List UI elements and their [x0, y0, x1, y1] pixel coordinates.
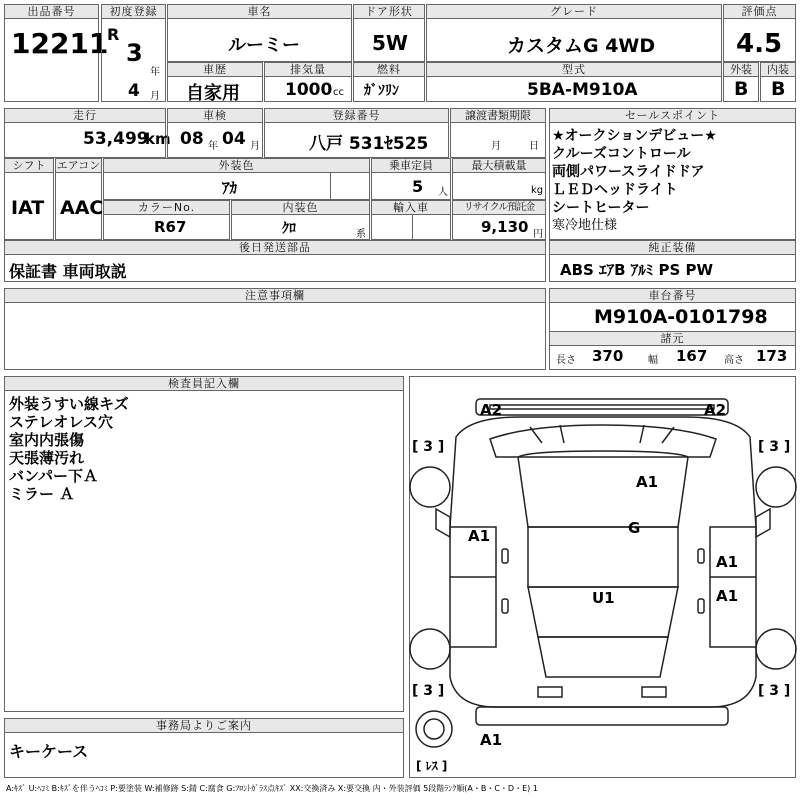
- lot-header: 出品番号: [5, 5, 98, 19]
- shift-header: シフト: [5, 159, 53, 173]
- tire-rear-right: [ 3 ]: [758, 683, 791, 699]
- office-header: 事務局よりご案内: [5, 719, 403, 733]
- ext-grade: B: [734, 78, 749, 100]
- tire-rear-left: [ 3 ]: [412, 683, 445, 699]
- tire-front-right: [ 3 ]: [758, 439, 791, 455]
- color-no-box: [103, 200, 230, 240]
- equipment: ABS ｴｱB ｱﾙﾐ PS PW: [560, 261, 714, 279]
- ext-color-box: [103, 158, 370, 200]
- later-parts: 保証書 車両取説: [9, 262, 127, 281]
- year-unit: 年: [150, 67, 160, 78]
- color-no: R67: [154, 218, 187, 236]
- person-unit: 人: [438, 187, 448, 198]
- sales-point-list: [552, 127, 717, 235]
- reg-no-header: 登録番号: [265, 109, 448, 123]
- displacement: 1000: [285, 80, 333, 100]
- ext-color-header: 外装色: [104, 159, 369, 173]
- door-box: [353, 4, 425, 62]
- reg-month: 4: [128, 81, 140, 101]
- inspector-note: 室内内張傷: [9, 431, 85, 449]
- import-header: 輸入車: [372, 201, 450, 215]
- sales-point: シートヒーター: [552, 200, 650, 216]
- mileage-header: 走行: [5, 109, 165, 123]
- fuel: ｶﾞｿﾘﾝ: [364, 83, 399, 99]
- cc-unit: cc: [333, 87, 344, 98]
- damage-right-door-front: A1: [716, 553, 739, 571]
- shift-box: [4, 158, 54, 240]
- sales-point: クルーズコントロール: [552, 146, 691, 162]
- sales-point: 寒冷地仕様: [552, 218, 618, 233]
- spare-tire: [ ﾚｽ ]: [416, 759, 448, 773]
- capacity-header: 乗車定員: [372, 159, 450, 173]
- int-grade-box: [760, 62, 796, 102]
- inspector-header: 検査員記入欄: [5, 377, 403, 391]
- inspector-note: ミラー Ａ: [9, 485, 75, 503]
- spec-width: 167: [676, 347, 708, 365]
- recycle-fee: 9,130: [481, 218, 529, 236]
- spec-height-label: 高さ: [724, 355, 744, 366]
- insp-month-unit: 月: [250, 141, 260, 152]
- int-color: ｸﾛ: [282, 221, 296, 237]
- sales-point-header: セールスポイント: [550, 109, 795, 123]
- recycle-box: [452, 200, 546, 240]
- mileage: 53,499: [83, 129, 149, 149]
- history: 自家用: [186, 83, 240, 104]
- spec-length-label: 長さ: [556, 355, 576, 366]
- notes-header: 注意事項欄: [5, 289, 545, 303]
- era: R: [107, 25, 120, 44]
- aircon: AAC: [60, 197, 104, 219]
- capacity-box: [371, 158, 451, 200]
- transfer-header: 譲渡書類期限: [451, 109, 545, 123]
- yen-unit: 円: [533, 229, 543, 240]
- inspector-note: 外装うすい線キズ: [9, 395, 129, 413]
- door-type: 5W: [372, 31, 408, 55]
- damage-diagram: [409, 376, 796, 778]
- transfer-day: 日: [529, 141, 539, 152]
- transfer-box: [450, 108, 546, 158]
- model-code: 5BA-M910A: [527, 80, 638, 100]
- inspector-box: [4, 376, 404, 712]
- chassis-no: M910A-0101798: [594, 306, 768, 328]
- lot-number: 12211: [11, 27, 109, 60]
- car-name-box: [167, 4, 352, 62]
- mileage-box: [4, 108, 171, 158]
- int-color-header: 内装色: [232, 201, 369, 215]
- displacement-header: 排気量: [265, 63, 351, 77]
- spec-length: 370: [592, 347, 624, 365]
- damage-rear-bumper: A1: [480, 731, 503, 749]
- history-header: 車歴: [168, 63, 262, 77]
- insp-year-unit: 年: [208, 141, 218, 152]
- aircon-header: エアコン: [56, 159, 101, 172]
- month-unit: 月: [150, 91, 160, 102]
- history-box: [167, 62, 263, 102]
- damage-hood: A1: [636, 473, 659, 491]
- max-load-box: [452, 158, 546, 200]
- tire-front-left: [ 3 ]: [412, 439, 445, 455]
- divider: [330, 173, 331, 201]
- office-note: キーケース: [9, 742, 89, 761]
- first-reg-box: [101, 4, 166, 102]
- score-box: [723, 4, 796, 62]
- aircon-box: [55, 158, 102, 240]
- recycle-header: リサイクル預託金: [453, 201, 545, 215]
- inspector-notes: [9, 395, 129, 503]
- office-box: [4, 718, 404, 778]
- shift: IAT: [11, 197, 45, 219]
- transfer-month: 月: [491, 141, 501, 152]
- car-outline: [410, 377, 797, 779]
- model-box: [426, 62, 722, 102]
- int-grade: B: [771, 78, 786, 100]
- kg-unit: kg: [531, 185, 544, 196]
- insp-year: 08: [180, 129, 204, 149]
- damage-roof: G: [628, 519, 641, 537]
- model-header: 型式: [427, 63, 721, 77]
- ext-color: ｱｶ: [222, 179, 238, 197]
- sales-point-box: [549, 108, 796, 240]
- displacement-box: [264, 62, 352, 102]
- grade-box: [426, 4, 722, 62]
- reg-no-box: [264, 108, 449, 158]
- score: 4.5: [736, 29, 783, 59]
- car-name: ルーミー: [228, 35, 300, 56]
- insp-month: 04: [222, 129, 246, 149]
- notes-box: [4, 288, 546, 370]
- sales-point: 両側パワースライドドア: [552, 164, 705, 180]
- later-parts-box: [4, 240, 546, 282]
- sales-point: ★オークションデビュー★: [552, 128, 717, 144]
- equipment-header: 純正装備: [550, 241, 795, 255]
- km-unit: km: [145, 130, 171, 148]
- legend: A:ｷｽﾞ U:ﾍｺﾐ B:ｷｽﾞを伴うﾍｺﾐ P:要塗装 W:補修跡 S:錆 C:腐食 G:ﾌﾛﾝﾄｶﾞﾗｽ点ｷｽﾞ XX:交換済み X:要交換 内・外装評価 5段階ﾗﾝｸ順(A・B・C・D・E) 1: [6, 784, 538, 793]
- max-load-header: 最大積載量: [453, 159, 545, 173]
- spec-height: 173: [756, 347, 788, 365]
- lot-box: [4, 4, 109, 102]
- int-header: 内装: [761, 63, 795, 77]
- score-header: 評価点: [724, 5, 795, 19]
- import-box: [371, 200, 451, 240]
- grade-header: グレード: [427, 5, 721, 19]
- kei-unit: 系: [356, 229, 366, 240]
- divider: [412, 215, 413, 241]
- ext-grade-box: [723, 62, 759, 102]
- int-color-box: [231, 200, 370, 240]
- damage-rear: U1: [592, 589, 615, 607]
- chassis-box: [549, 288, 796, 370]
- door-header: ドア形状: [354, 5, 424, 19]
- car-name-header: 車名: [168, 5, 351, 19]
- chassis-header: 車台番号: [550, 289, 795, 303]
- damage-front-right: A2: [704, 401, 727, 419]
- damage-right-door-rear: A1: [716, 587, 739, 605]
- reg-year: 3: [126, 39, 143, 67]
- inspection-header: 車検: [168, 109, 262, 123]
- spec-width-label: 幅: [648, 355, 658, 366]
- spec-header: 諸元: [550, 331, 795, 346]
- damage-front-left: A2: [480, 401, 503, 419]
- inspector-note: バンパー下Ａ: [9, 467, 98, 485]
- ext-header: 外装: [724, 63, 758, 77]
- inspection-box: [167, 108, 263, 158]
- later-parts-header: 後日発送部品: [5, 241, 545, 255]
- fuel-box: [353, 62, 425, 102]
- damage-left-door: A1: [468, 527, 491, 545]
- color-no-header: カラーNo.: [104, 201, 229, 215]
- sales-point: ＬＥＤヘッドライト: [552, 182, 678, 198]
- reg-no: 八戸 531ｾ525: [309, 134, 429, 154]
- equipment-box: [549, 240, 796, 282]
- first-reg-header: 初度登録: [102, 5, 165, 19]
- capacity: 5: [412, 177, 424, 196]
- fuel-header: 燃料: [354, 63, 424, 77]
- inspector-note: ステレオレス穴: [9, 413, 113, 431]
- grade: カスタムG 4WD: [507, 35, 656, 57]
- inspector-note: 天張薄汚れ: [9, 449, 85, 467]
